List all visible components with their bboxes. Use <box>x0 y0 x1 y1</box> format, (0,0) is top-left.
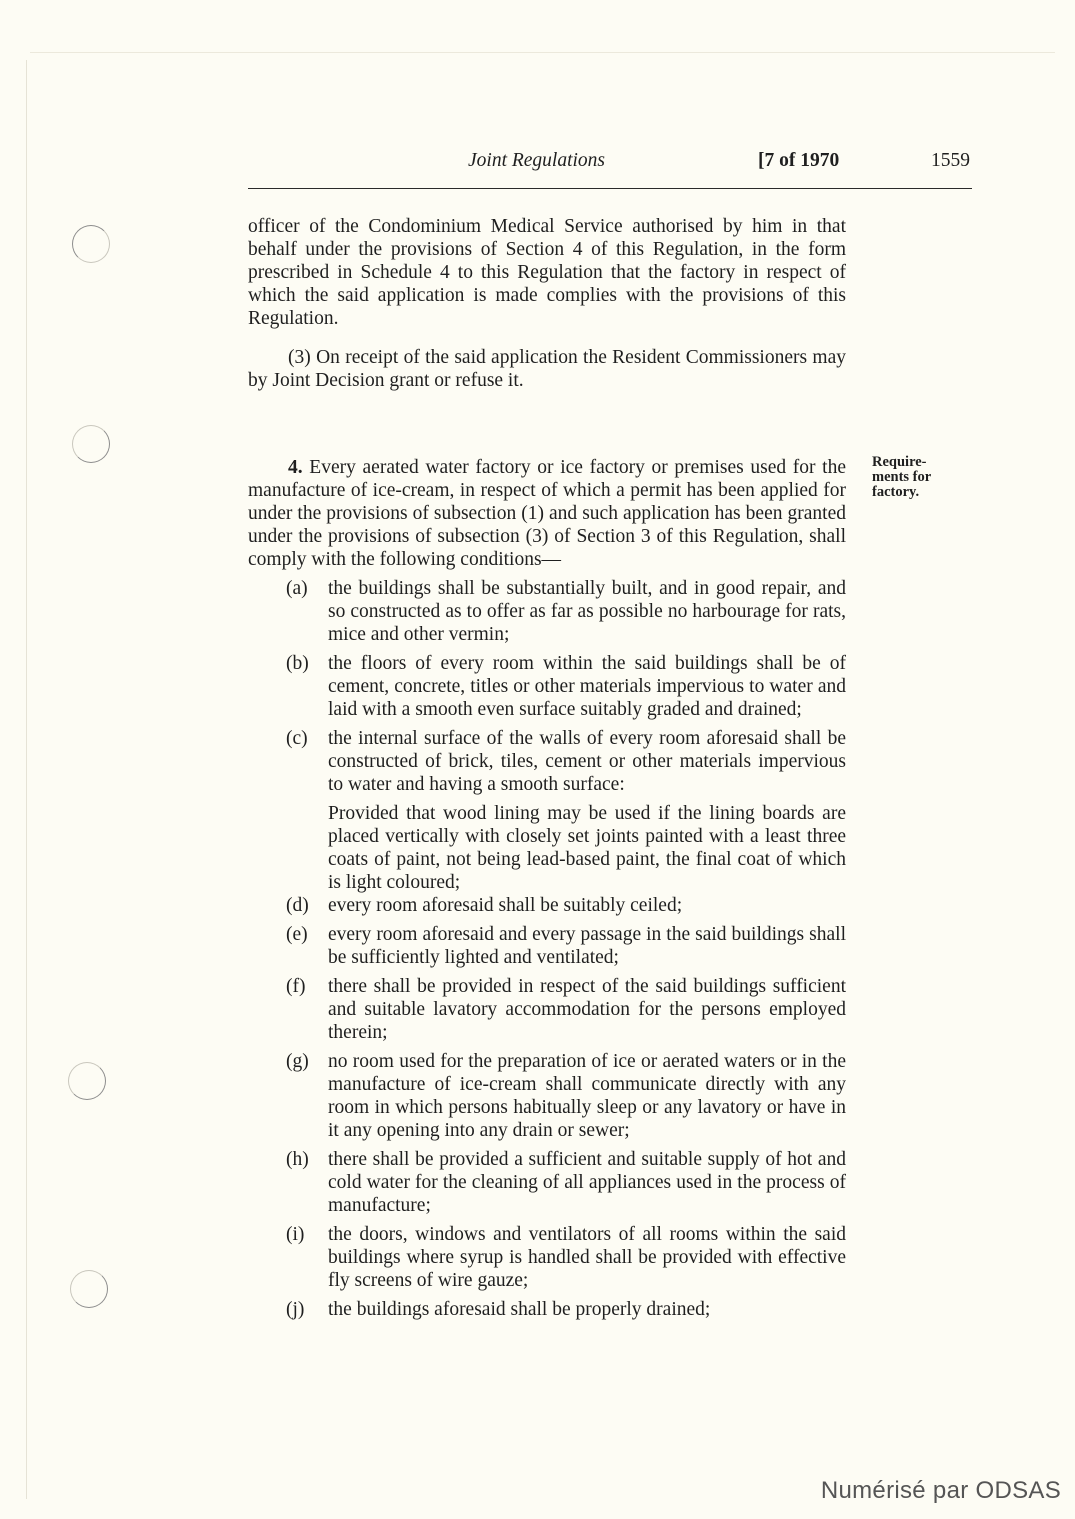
list-item <box>248 1298 846 1321</box>
item-text: no room used for the preparation of ice or aerated waters or in the manufacture of ice-cream shall communicate directly with any room in which persons habitually sleep or any lavatory or have in it any opening into any drain or sewer; <box>328 1051 846 1141</box>
page-edge <box>26 60 27 1499</box>
item-label: (f) <box>286 976 306 997</box>
list-item <box>248 975 846 1044</box>
continuation-paragraph: officer of the Condominium Medical Service authorised by him in that behalf under the provisions of Section 4 of this Regulation, in the form prescribed in Schedule 4 to this Regulation that the factory in respect of which the said application is made complies with the provisions of this Regulation. <box>248 216 846 329</box>
list-item <box>248 727 846 796</box>
header-reference: [7 of 1970 <box>758 150 840 171</box>
list-item <box>248 652 846 721</box>
section-4-text: Every aerated water factory or ice factory or premises used for the manufacture of ice-cream, in respect of which a permit has been applied for under the provisions of subsection (1) and such application has been granted under the provisions of subsection (3) of Section 3 of this Regulation, shall comply with the following conditions— <box>248 457 846 570</box>
punch-hole <box>72 225 110 263</box>
list-item <box>248 1223 846 1292</box>
item-label: (a) <box>286 578 308 599</box>
item-text: the floors of every room within the said buildings shall be of cement, concrete, titles or other materials impervious to water and laid with a smooth even surface suitably graded and drained; <box>328 653 846 720</box>
item-text: the buildings aforesaid shall be properly drained; <box>328 1299 711 1320</box>
item-label: (h) <box>286 1149 309 1170</box>
item-label: (d) <box>286 895 309 916</box>
page-number: 1559 <box>931 150 970 171</box>
item-text: the doors, windows and ventilators of all rooms within the said buildings where syrup is handled shall be provided with effective fly screens of wire gauze; <box>328 1224 846 1291</box>
section-number: 4. <box>288 457 303 478</box>
punch-hole <box>72 425 110 463</box>
document-body <box>248 215 846 1327</box>
list-item <box>248 923 846 969</box>
punch-hole <box>68 1062 106 1100</box>
item-label: (c) <box>286 728 308 749</box>
item-label: (g) <box>286 1051 309 1072</box>
item-text: the internal surface of the walls of every room aforesaid shall be constructed of brick, tiles, cement or other materials impervious to water and having a smooth surface: <box>328 728 846 795</box>
margin-note: Require- ments for factory. <box>872 454 931 500</box>
item-text: the buildings shall be substantially built, and in good repair, and so constructed as to offer as far as possible no harbourage for rats, mice and other vermin; <box>328 578 846 645</box>
page-edge <box>30 52 1055 53</box>
list-item <box>248 894 846 917</box>
item-label: (e) <box>286 924 308 945</box>
item-text: there shall be provided a sufficient and suitable supply of hot and cold water for the cleaning of all appliances used in the process of manufacture; <box>328 1149 846 1216</box>
item-label: (b) <box>286 653 309 674</box>
proviso-paragraph: Provided that wood lining may be used if the lining boards are placed vertically with closely set joints painted with a least three coats of paint, not being lead-based paint, the final coat of which is light coloured; <box>328 803 846 893</box>
section-4-paragraph <box>248 456 846 571</box>
punch-hole <box>70 1270 108 1308</box>
item-text: every room aforesaid shall be suitably ceiled; <box>328 895 683 916</box>
list-item <box>248 577 846 646</box>
list-item <box>248 1050 846 1142</box>
header-title: Joint Regulations <box>468 150 606 171</box>
item-label: (i) <box>286 1224 305 1245</box>
item-text: there shall be provided in respect of the said buildings sufficient and suitable lavatory accommodation for the persons employed therein; <box>328 976 846 1043</box>
item-label: (j) <box>286 1299 305 1320</box>
item-text: every room aforesaid and every passage in the said buildings shall be sufficiently lighted and ventilated; <box>328 924 846 968</box>
running-header <box>248 148 972 189</box>
subsection-3-paragraph: (3) On receipt of the said application the Resident Commissioners may by Joint Decision grant or refuse it. <box>248 347 846 391</box>
list-item <box>248 1148 846 1217</box>
digitization-watermark: Numérisé par ODSAS <box>820 1477 1061 1504</box>
